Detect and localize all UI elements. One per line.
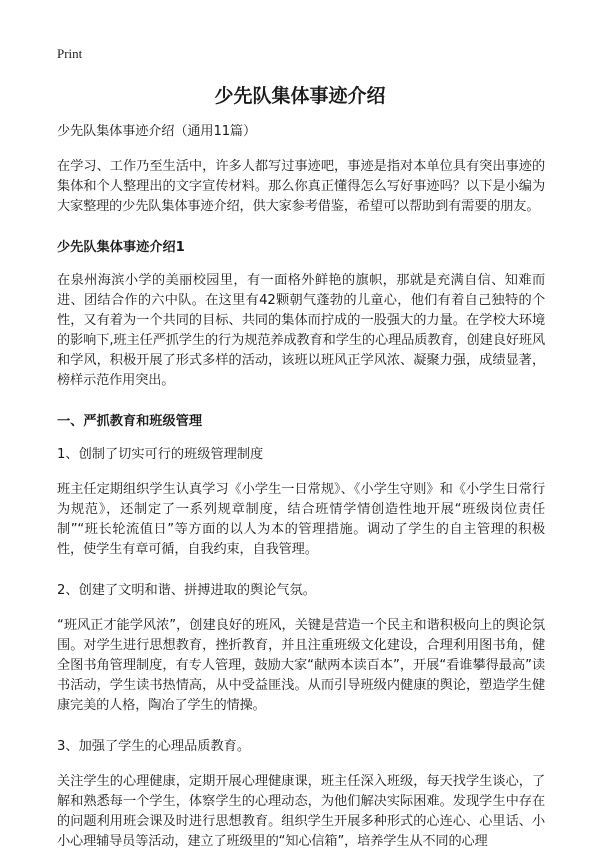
item-heading-2: 2、创建了文明和谐、拼搏进取的舆论气氛。 [57,583,316,598]
section-heading: 一、严抓教育和班级管理 [57,414,203,429]
intro-paragraph: 在学习、工作乃至生活中，许多人都写过事迹吧，事迹是指对本单位具有突出事迹的集体和个人整理出的文字宣传材料。那么你真正懂得怎么写好事迹吗？以下是小编为大家整理的少先队集体事迹介绍，供大家参考借鉴，希望可以帮助到有需要的朋友。 [57,159,545,214]
item-heading-3: 3、加强了学生的心理品质教育。 [57,739,251,754]
item-heading-1: 1、创制了切实可行的班级管理制度 [57,447,264,462]
item-body-1: 班主任定期组织学生认真学习《小学生一日常规》、《小学生守则》和《小学生日常行为规范》，还制定了一系列规章制度，结合班情学情创造性地开展“班级岗位责任制”“班长轮流值日”等方面的以人为本的管理措施。调动了学生的自主管理的积极性，使学生有章可循，自我约束，自我管理。 [57,482,545,557]
article-heading: 少先队集体事迹介绍1 [57,240,185,255]
article-intro-paragraph: 在泉州海滨小学的美丽校园里，有一面格外鲜艳的旗帜，那就是充满自信、知难而进、团结合作的六中队。在这里有42颗朝气蓬勃的儿童心，他们有着自己独特的个性，又有着为一个共同的目标、共同的集体而拧成的一股强大的力量。在学校大环境的影响下,班主任严抓学生的行为规范养成教育和学生的心理品质教育，创建良好班风和学风，积极开展了形式多样的活动，该班以班风正学风浓、凝聚力强，成绩显著，榜样示范作用突出。 [57,273,545,388]
item-body-2: “班风正才能学风浓”，创建良好的班风，关键是营造一个民主和谐积极向上的舆论氛围。对学生进行思想教育，挫折教育，并且注重班级文化建设，合理利用图书角，健全图书角管理制度，有专人管理，鼓励大家“献两本读百本”，开展“看谁攀得最高”读书活动，学生读书热情高，从中受益匪浅。从而引导班级内健康的舆论，塑造学生健康完美的人格，陶冶了学生的情操。 [57,618,545,713]
page-title: 少先队集体事迹介绍 [214,85,386,107]
subtitle: 少先队集体事迹介绍（通用11篇） [57,124,257,139]
item-body-3: 关注学生的心理健康，定期开展心理健康课，班主任深入班级，每天找学生谈心，了解和熟悉每一个学生，体察学生的心理动态，为他们解决实际困难。发现学生中存在的问题利用班会课及时进行思想教育。组织学生开展多种形式的心连心、心里话、小小心理辅导员等活动，建立了班级里的“知心信箱”，培养学生从不同的心理 [57,774,545,849]
article-body [57,122,545,852]
print-link[interactable]: Print [57,46,83,61]
